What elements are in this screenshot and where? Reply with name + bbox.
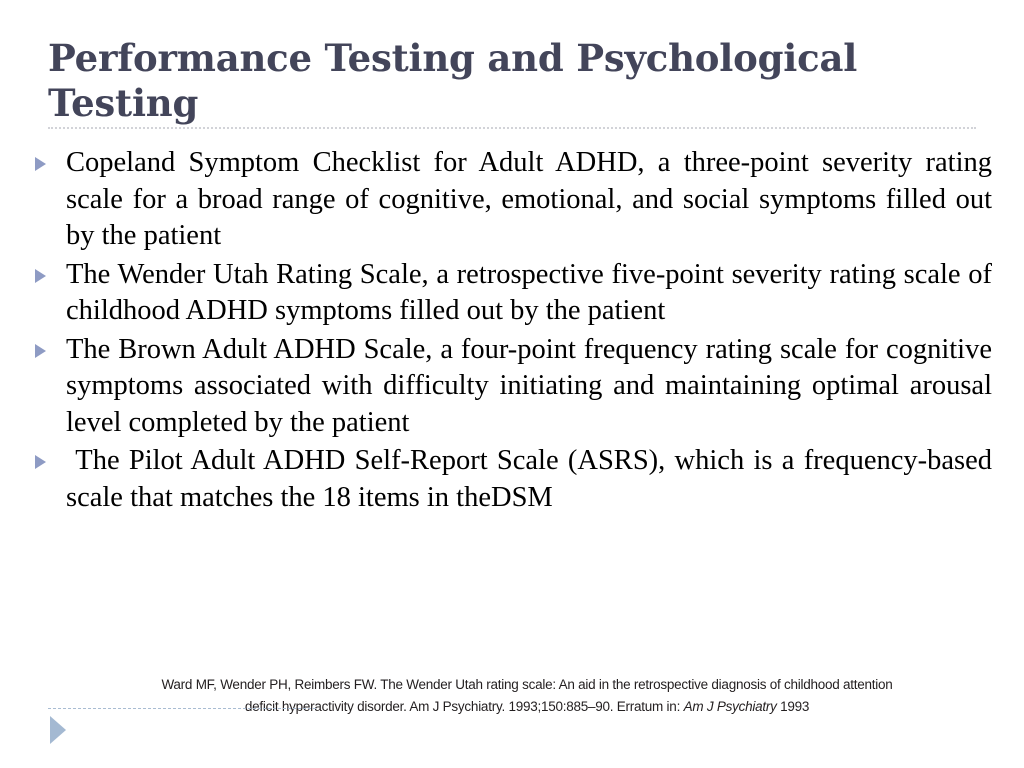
list-item-text: Copeland Symptom Checklist for Adult ADHD, a three-point severity rating scale for a broad range of cognitive, emotional, and social symptoms filled out by the patient [66,147,1000,251]
list-item-text: The Brown Adult ADHD Scale, a four-point frequency rating scale for cognitive symptoms associated with difficulty initiating and maintaining optimal arousal level completed by the patient [66,333,1000,438]
triangle-right-bullet-icon [35,344,46,358]
title-divider [48,127,976,129]
citation-journal-name: Am J Psychiatry [683,699,777,714]
footer-divider [48,708,316,709]
citation-line-2 [62,696,992,718]
citation-line-2-text: deficit hyperactivity disorder. Am J Psychiatry. 1993;150:885–90. Erratum in: [244,699,684,714]
page-title: Performance Testing and Psychological Testing [48,36,858,125]
triangle-right-footer-icon [50,716,66,744]
title-block [48,36,978,126]
triangle-right-bullet-icon [35,157,46,171]
bullet-list [28,145,1000,518]
list-item-text: The Wender Utah Rating Scale, a retrospective five-point severity rating scale of childhood ADHD symptoms filled out by the patient [66,258,1000,326]
citation-line-1: Ward MF, Wender PH, Reimbers FW. The Wender Utah rating scale: An aid in the retrospective diagnosis of childhood attention [161,677,893,692]
citation-footnote [62,674,992,718]
triangle-right-bullet-icon [35,455,46,469]
list-item [28,257,1000,330]
list-item [28,443,1000,516]
list-item [28,332,1000,442]
citation-year: 1993 [776,699,810,714]
list-item [28,145,1000,255]
list-item-text: The Pilot Adult ADHD Self-Report Scale (ASRS), which is a frequency-based scale that matches the 18 items in theDSM [66,445,1000,513]
triangle-right-bullet-icon [35,269,46,283]
